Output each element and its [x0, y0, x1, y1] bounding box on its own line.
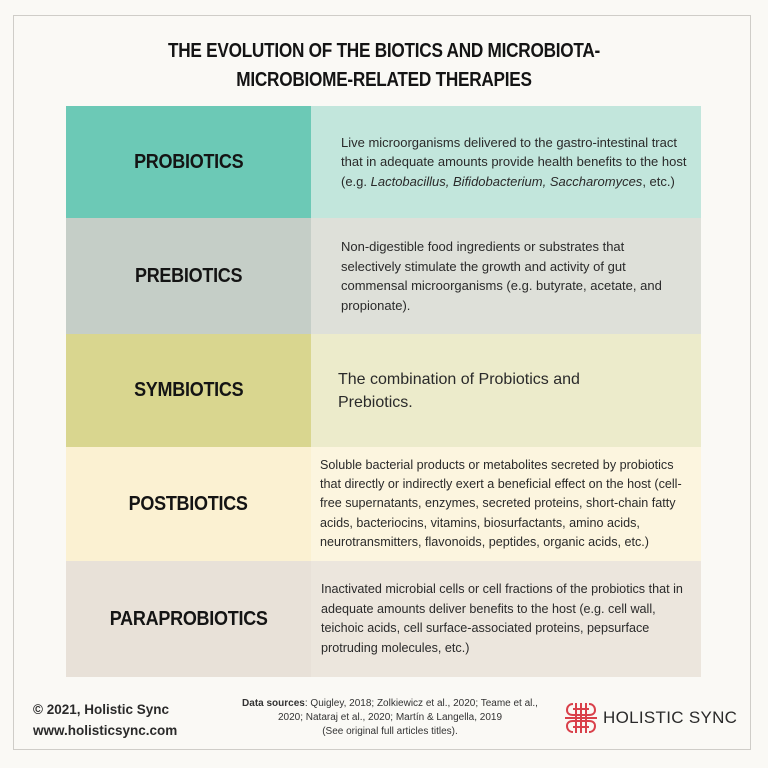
definition-cell — [311, 334, 701, 447]
term-label: PROBIOTICS — [133, 150, 244, 173]
data-sources — [240, 697, 540, 739]
definition-text: Non-digestible food ingredients or substrates that selectively stimulate the growth and activity of gut commensal microorganisms (e.g. butyrate, acetate, and propionate). — [341, 239, 662, 313]
term-label: SYMBIOTICS — [133, 379, 244, 401]
definition-prefix: Live microorganisms delivered to the gastro-intestinal tract that in adequate amounts provide health benefits to the host (e.g. — [341, 134, 687, 189]
brand-name: HOLISTIC SYNC — [603, 708, 738, 727]
copyright-text: © 2021, Holistic Sync — [33, 702, 170, 717]
title-line-2: MICROBIOME-RELATED THERAPIES — [236, 69, 532, 91]
table-row-probiotics — [66, 106, 701, 218]
definition-cell — [311, 561, 701, 677]
brand-logo — [563, 701, 737, 735]
table-row-symbiotics — [66, 334, 701, 447]
definition-text — [341, 133, 687, 192]
definition-cell — [311, 106, 701, 218]
term-cell — [66, 218, 311, 334]
definition-text: The combination of Probiotics and Prebiotics. — [338, 370, 580, 411]
term-label: PREBIOTICS — [134, 264, 243, 287]
term-cell — [66, 334, 311, 447]
website-link[interactable]: www.holisticsync.com — [33, 723, 178, 738]
definition-cell — [311, 218, 701, 334]
definition-text: Soluble bacterial products or metabolites secreted by probiotics that directly or indirectly exert a beneficial effect on the host (cell-free supernatants, enzymes, secreted proteins, short-chain fatty acids, bacteriocins, vitamins, biosurfactants, amino acids, neurotransmitters, flavonoids, peptides, organic acids, etc.) — [320, 457, 682, 549]
sources-text: : Quigley, 2018; Zolkiewicz et al., 2020; Teame et al., 2020; Nataraj et al., 2020; Martín & Langella, 2019 — [277, 698, 538, 723]
term-label: POSTBIOTICS — [128, 492, 249, 515]
term-cell — [66, 561, 311, 677]
term-cell — [66, 106, 311, 218]
table-row-paraprobiotics — [66, 561, 701, 677]
title-line-1: THE EVOLUTION OF THE BIOTICS AND MICROBIOTA- — [167, 40, 601, 62]
sources-label: Data sources — [242, 698, 305, 709]
term-cell — [66, 447, 311, 561]
definition-cell — [311, 447, 701, 561]
definition-italic-genera: Lactobacillus, Bifidobacterium, Saccharomyces — [370, 173, 643, 189]
sources-note: (See original full articles titles). — [322, 726, 458, 737]
definition-text: Inactivated microbial cells or cell fractions of the probiotics that in adequate amounts deliver benefits to the host (e.g. cell wall, teichoic acids, cell surface-associated proteins, pepsurface protruding molecules, etc.) — [321, 582, 683, 655]
copyright-block — [33, 699, 177, 741]
table-row-postbiotics — [66, 447, 701, 561]
celtic-knot-icon — [563, 701, 599, 735]
definition-suffix: , etc.) — [642, 173, 675, 189]
table-row-prebiotics — [66, 218, 701, 334]
term-label: PARAPROBIOTICS — [109, 607, 268, 630]
biotics-table — [66, 106, 701, 677]
sources-citation — [240, 697, 540, 725]
page-title — [54, 37, 714, 95]
